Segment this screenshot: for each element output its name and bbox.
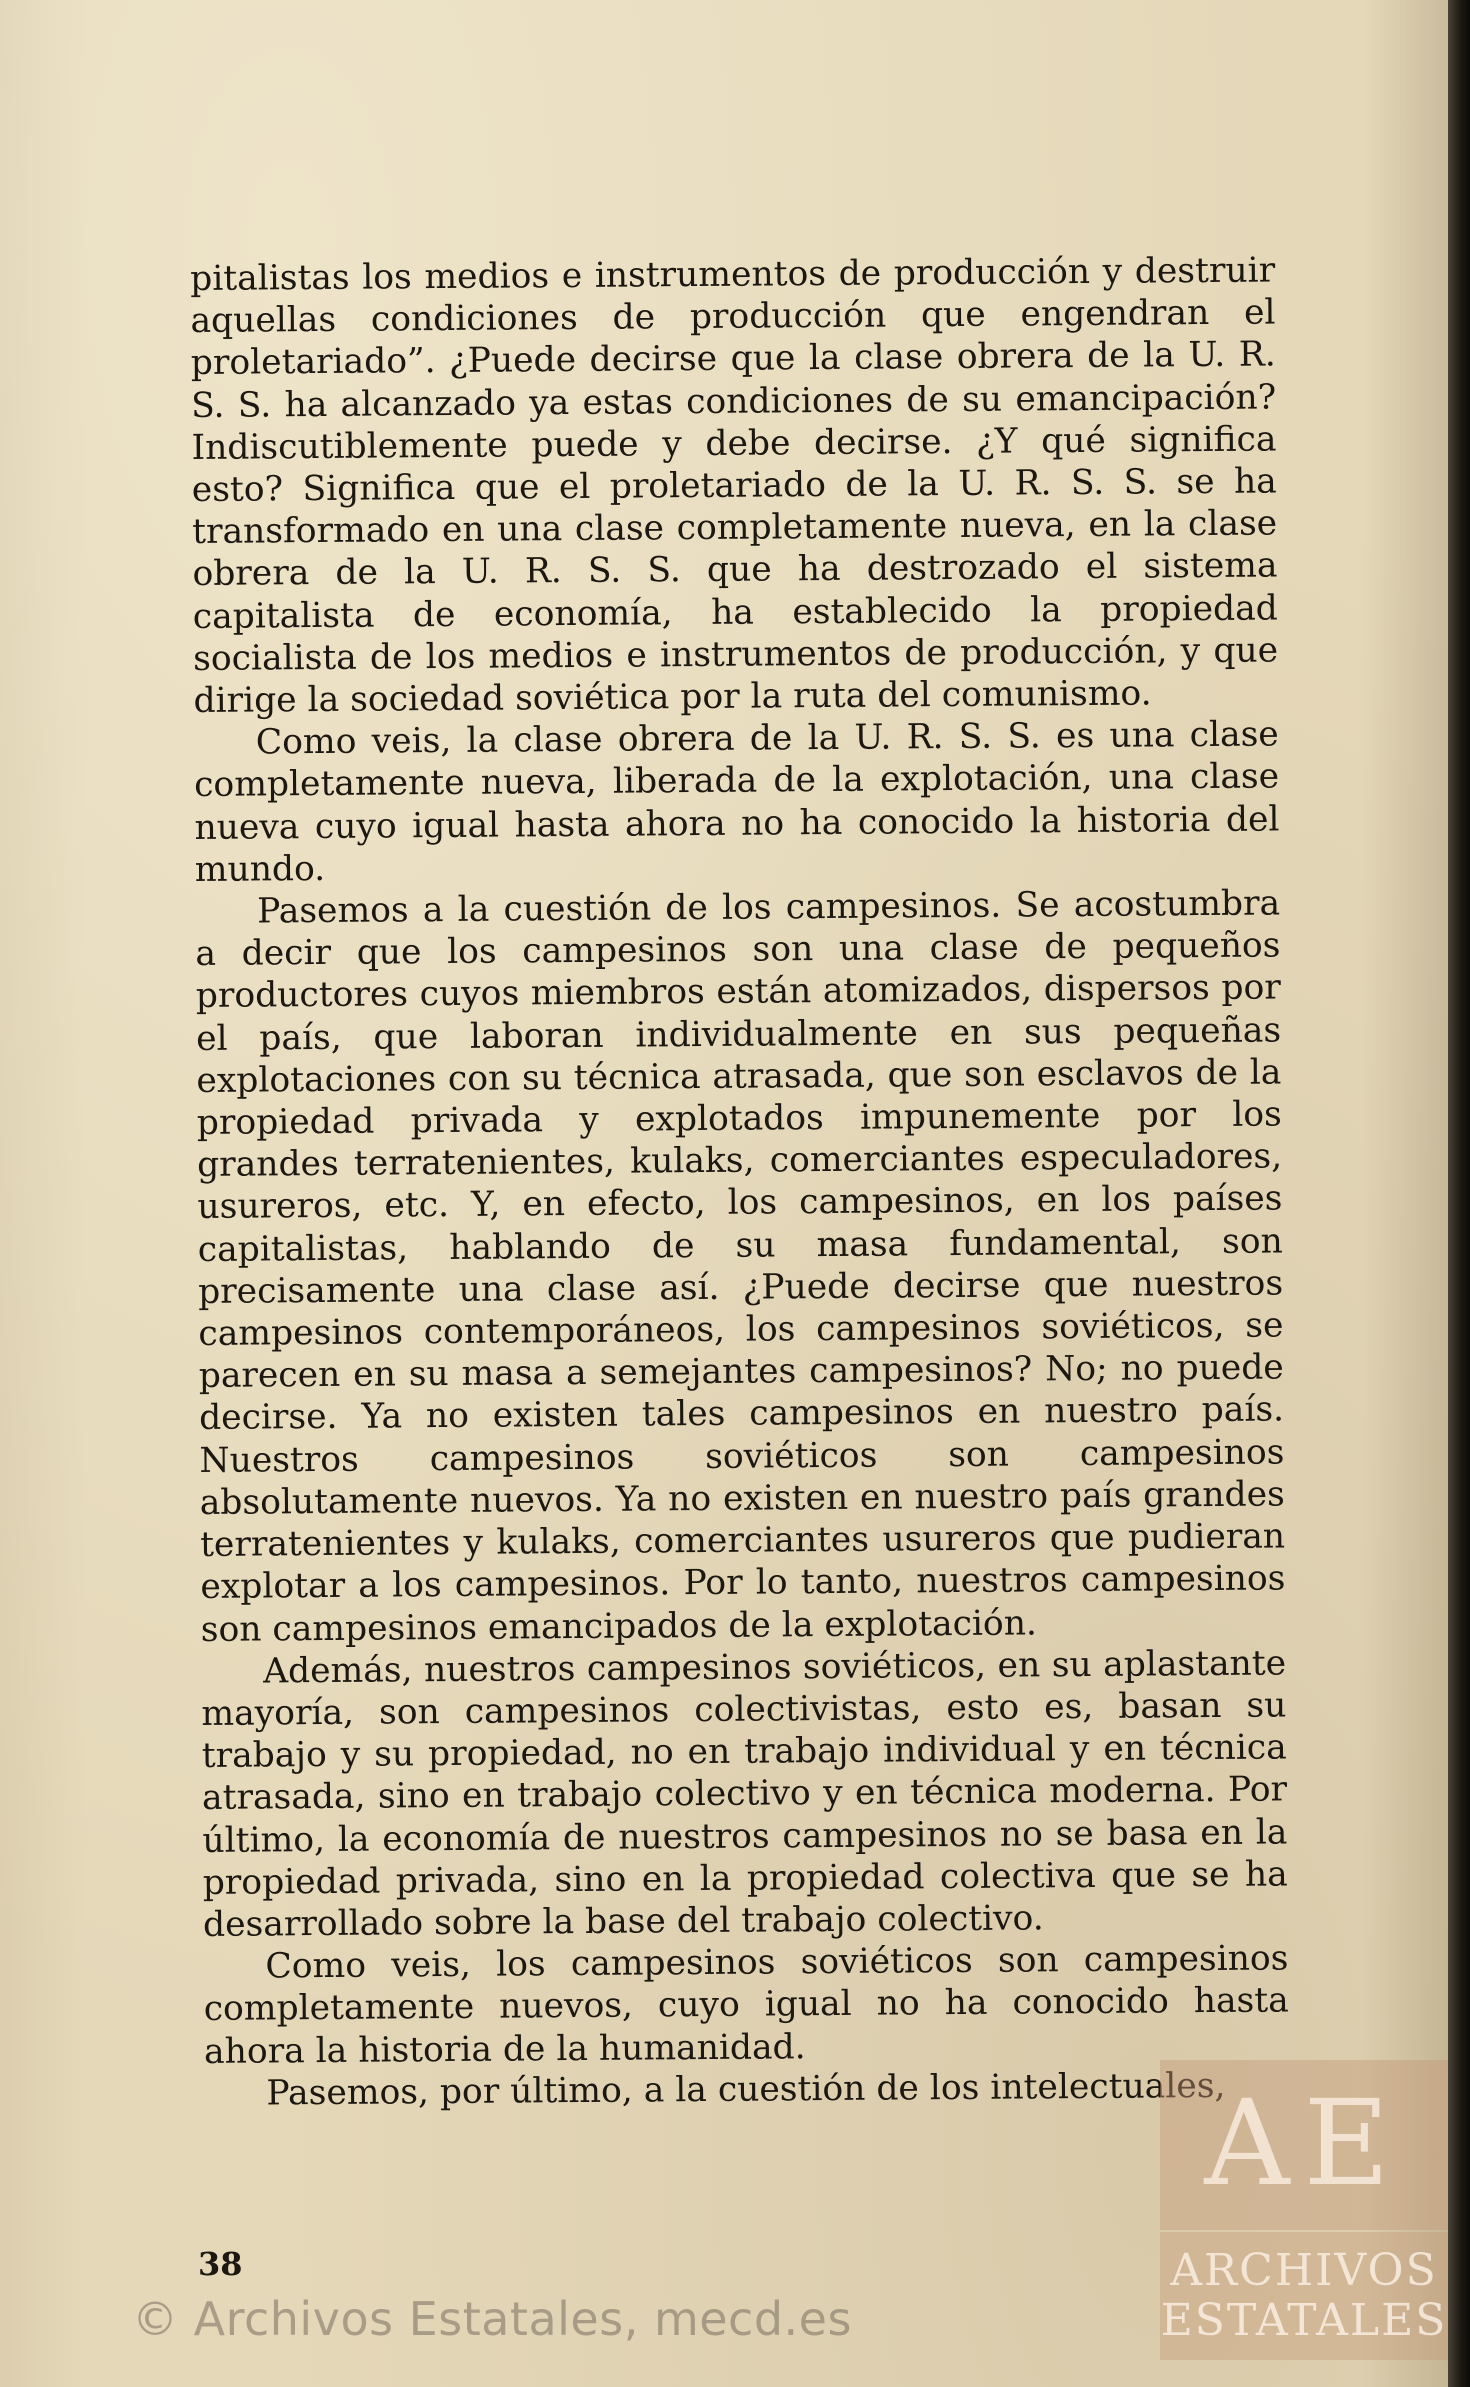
page-number: 38 [198,2245,243,2283]
paragraph-1: pitalistas los medios e instrumentos de producción y destruir aquellas condiciones de producción que engendran el proletariado”. ¿Puede decirse que la clase obrera de la U. R. S. S. ha alcanzado ya estas condiciones de su emancipación? Indiscutiblemente puede y debe decirse. ¿Y qué significa esto? Significa que el proletariado de la U. R. S. S. se ha transformado en una clase completamente nueva, en la clase obrera de la U. R. S. S. que ha destrozado el sistema capitalista de economía, ha establecido la propiedad socialista de los medios e instrumentos de producción, y que dirige la sociedad soviética por la ruta del comunismo. [190,250,1279,722]
book-binding-edge [1448,0,1470,2387]
copyright-watermark: © Archivos Estatales, mecd.es [132,2292,852,2346]
body-text [190,249,1290,2217]
paragraph-6: Pasemos, por último, a la cuestión de los intelectuales, [266,2065,1226,2114]
logo-line-archivos: ARCHIVOS [1170,2245,1438,2296]
paragraph-5: Como veis, los campesinos soviéticos son campesinos completamente nuevos, cuyo igual no ha conocido hasta ahora la historia de la humanidad. [203,1938,1289,2072]
paragraph-3: Pasemos a la cuestión de los campesinos. Se acostumbra a decir que los campesinos son una clase de pequeños productores cuyos miembros están atomizados, dispersos por el país, que laboran individualmente en sus pequeñas explotaciones con su técnica atrasada, que son esclavos de la propiedad privada y explotados impunemente por los grandes terratenientes, kulaks, comerciantes especuladores, usureros, etc. Y, en efecto, los campesinos, en los países capitalistas, hablando de su masa fundamental, son precisamente una clase así. ¿Puede decirse que nuestros campesinos contemporáneos, los campesinos soviéticos, se parecen en su masa a semejantes campesinos? No; no puede decirse. Ya no existen tales campesinos en nuestro país. Nuestros campesinos soviéticos son campesinos absolutamente nuevos. Ya no existen en nuestro país grandes terratenientes y kulaks, comerciantes usureros que pudieran explotar a los campesinos. Por lo tanto, nuestros campesinos son campesinos emancipados de la explotación. [195,883,1286,1650]
archivos-estatales-logo [1160,2060,1448,2360]
logo-line-estatales: ESTATALES [1160,2295,1448,2346]
paragraph-2: Como veis, la clase obrera de la U. R. S. S. es una clase completamente nueva, liberada de la explotación, una clase nueva cuyo igual hasta ahora no ha conocido la historia del mundo. [193,714,1280,890]
logo-letters: AE [1204,2074,1404,2212]
paragraph-4: Además, nuestros campesinos soviéticos, en su aplastante mayoría, son campesinos colectivistas, esto es, basan su trabajo y su propiedad, no en trabajo individual y en técnica atrasada, sino en trabajo colectivo y en técnica moderna. Por último, la economía de nuestros campesinos no se basa en la propiedad privada, sino en la propiedad colectiva que se ha desarrollado sobre la base del trabajo colectivo. [201,1643,1288,1945]
